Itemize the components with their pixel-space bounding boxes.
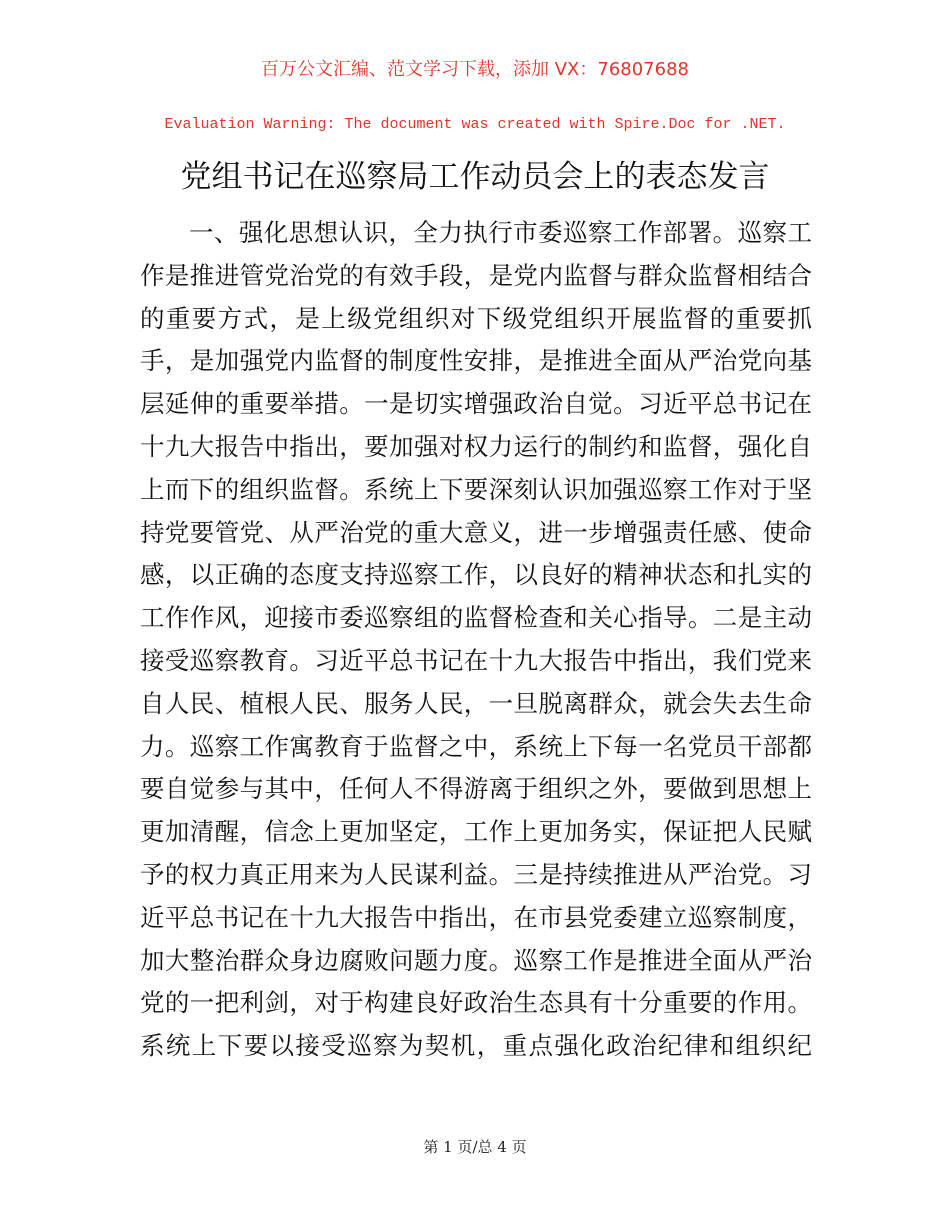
- body-line: 持党要管党、从严治党的重大意义，进一步增强责任感、使命: [140, 517, 812, 547]
- header-banner: 百万公文汇编、范文学习下载，添加 VX：76807688: [261, 59, 689, 80]
- body-line: 近平总书记在十九大报告中指出，在市县党委建立巡察制度，: [140, 902, 812, 932]
- body-line: 的重要方式，是上级党组织对下级党组织开展监督的重要抓: [140, 303, 812, 333]
- page-number-footer: 第 1 页/总 4 页: [423, 1138, 527, 1156]
- body-line: 一、强化思想认识，全力执行市委巡察工作部署。巡察工: [189, 218, 812, 247]
- document-title: 党组书记在巡察局工作动员会上的表态发言: [180, 159, 770, 195]
- evaluation-warning: Evaluation Warning: The document was created with Spire.Doc for .NET.: [164, 116, 786, 133]
- body-line: 手，是加强党内监督的制度性安排，是推进全面从严治党向基: [140, 346, 812, 376]
- body-text: [140, 212, 812, 1068]
- body-line: 加大整治群众身边腐败问题力度。巡察工作是推进全面从严治: [140, 945, 812, 975]
- body-line: 要自觉参与其中，任何人不得游离于组织之外，要做到思想上: [140, 774, 812, 804]
- body-line: 作是推进管党治党的有效手段，是党内监督与群众监督相结合: [140, 260, 812, 290]
- body-line: 系统上下要以接受巡察为契机，重点强化政治纪律和组织纪: [140, 1031, 812, 1061]
- body-line: 党的一把利剑，对于构建良好政治生态具有十分重要的作用。: [140, 988, 812, 1018]
- body-line: 接受巡察教育。习近平总书记在十九大报告中指出，我们党来: [140, 645, 812, 675]
- body-line: 更加清醒，信念上更加坚定，工作上更加务实，保证把人民赋: [140, 817, 812, 847]
- body-line: 力。巡察工作寓教育于监督之中，系统上下每一名党员干部都: [140, 731, 812, 761]
- body-line: 层延伸的重要举措。一是切实增强政治自觉。习近平总书记在: [140, 389, 812, 419]
- body-line: 工作作风，迎接市委巡察组的监督检查和关心指导。二是主动: [140, 603, 812, 633]
- body-line: 上而下的组织监督。系统上下要深刻认识加强巡察工作对于坚: [140, 474, 812, 504]
- body-line: 十九大报告中指出，要加强对权力运行的制约和监督，强化自: [140, 431, 812, 461]
- body-line: 予的权力真正用来为人民谋利益。三是持续推进从严治党。习: [140, 859, 812, 889]
- body-line: 自人民、植根人民、服务人民，一旦脱离群众，就会失去生命: [140, 688, 812, 718]
- body-line: 感，以正确的态度支持巡察工作，以良好的精神状态和扎实的: [140, 560, 812, 590]
